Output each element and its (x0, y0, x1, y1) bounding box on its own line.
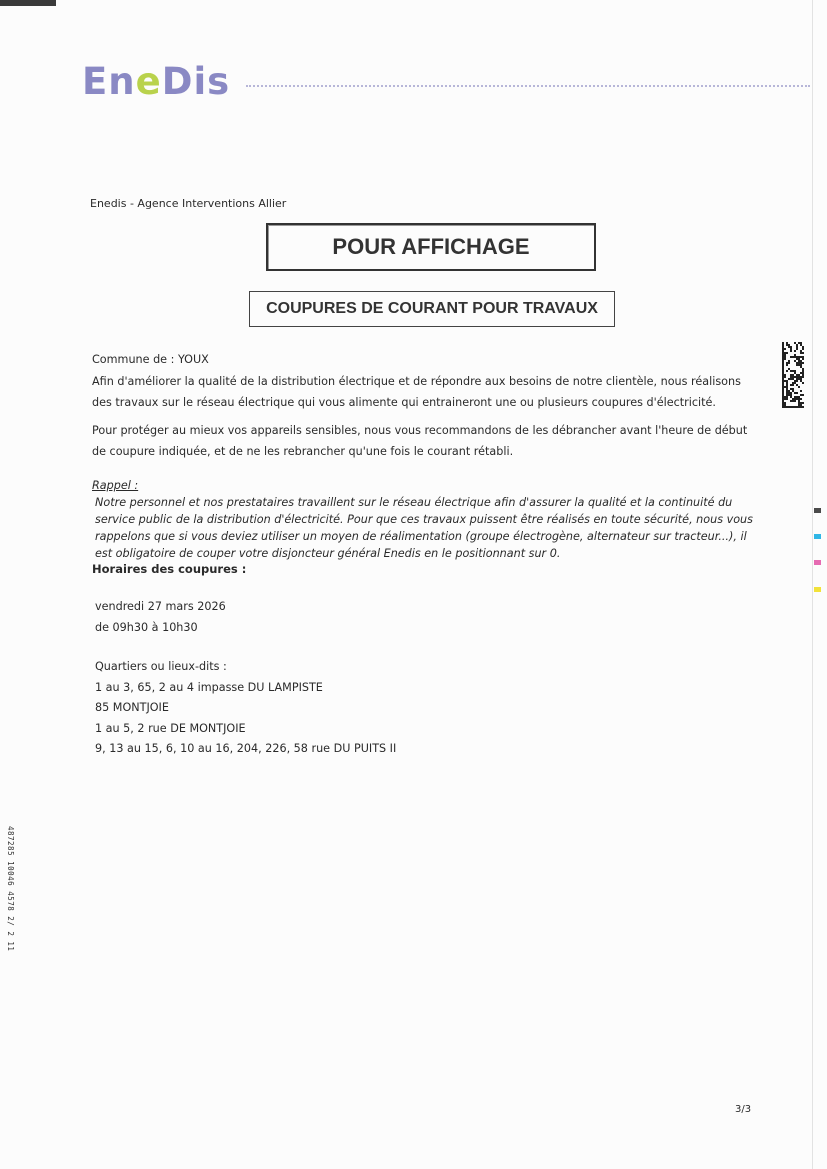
list-item: 1 au 3, 65, 2 au 4 impasse DU LAMPISTE (95, 680, 323, 694)
list-item: 1 au 5, 2 rue DE MONTJOIE (95, 721, 246, 735)
rappel-label: Rappel : (92, 479, 139, 492)
print-mark-cyan (814, 534, 821, 539)
schedule-date: vendredi 27 mars 2026 (95, 600, 226, 613)
logo-part-2: e (135, 60, 162, 103)
horaires-heading: Horaires des coupures : (92, 562, 247, 576)
list-item: 9, 13 au 15, 6, 10 au 16, 204, 226, 58 rue DU PUITS II (95, 742, 397, 755)
intro-paragraph: Afin d'améliorer la qualité de la distribution électrique et de répondre aux besoins de notre clientèle, nous réalisons des travaux sur le réseau électrique qui vous alimente qui entraineront une ou plusieurs coupures d'électricité. (92, 375, 741, 409)
notice-subtitle: COUPURES DE COURANT POUR TRAVAUX (249, 291, 615, 327)
quartiers-label: Quartiers ou lieux-dits : (95, 660, 227, 673)
print-mark-magenta (814, 560, 821, 565)
side-reference-code: 487285 10046 4578 2/ 2 11 (6, 826, 15, 952)
logo-part-1: En (82, 60, 136, 103)
rappel-text: Notre personnel et nos prestataires travaillent sur le réseau électrique afin d'assurer la qualité et la continuité du service public de la distribution d'électricité. Pour que ces travaux puissent être réalisés en toute sécurité, nous vous rappelons que si vous deviez utiliser un moyen de réalimentation (groupe électrogène, alternateur sur tracteur...), il est obligatoire de couper votre disjoncteur général Enedis en le positionnant sur 0. (95, 496, 753, 560)
enedis-logo (82, 56, 231, 103)
notice-title: POUR AFFICHAGE (266, 223, 596, 271)
rappel-block (92, 477, 757, 562)
schedule-block (95, 597, 226, 638)
scan-edge-mark (0, 0, 56, 6)
logo-part-3: Dis (161, 60, 231, 103)
page-right-edge (812, 0, 813, 1169)
page-number: 3/3 (735, 1104, 752, 1115)
header-dotted-rule (246, 85, 810, 87)
print-mark-yellow (814, 587, 821, 592)
commune-line: Commune de : YOUX (92, 353, 209, 366)
print-mark-black (814, 508, 821, 513)
schedule-time: de 09h30 à 10h30 (95, 620, 198, 634)
agency-name: Enedis - Agence Interventions Allier (90, 197, 287, 210)
advice-paragraph: Pour protéger au mieux vos appareils sensibles, nous vous recommandons de les débrancher avant l'heure de début de coupure indiquée, et de ne les rebrancher qu'une fois le courant rétabli. (92, 424, 748, 458)
datamatrix-barcode-icon (782, 342, 804, 408)
list-item: 85 MONTJOIE (95, 701, 169, 714)
quartiers-block (95, 657, 396, 760)
logo-text (82, 60, 231, 103)
